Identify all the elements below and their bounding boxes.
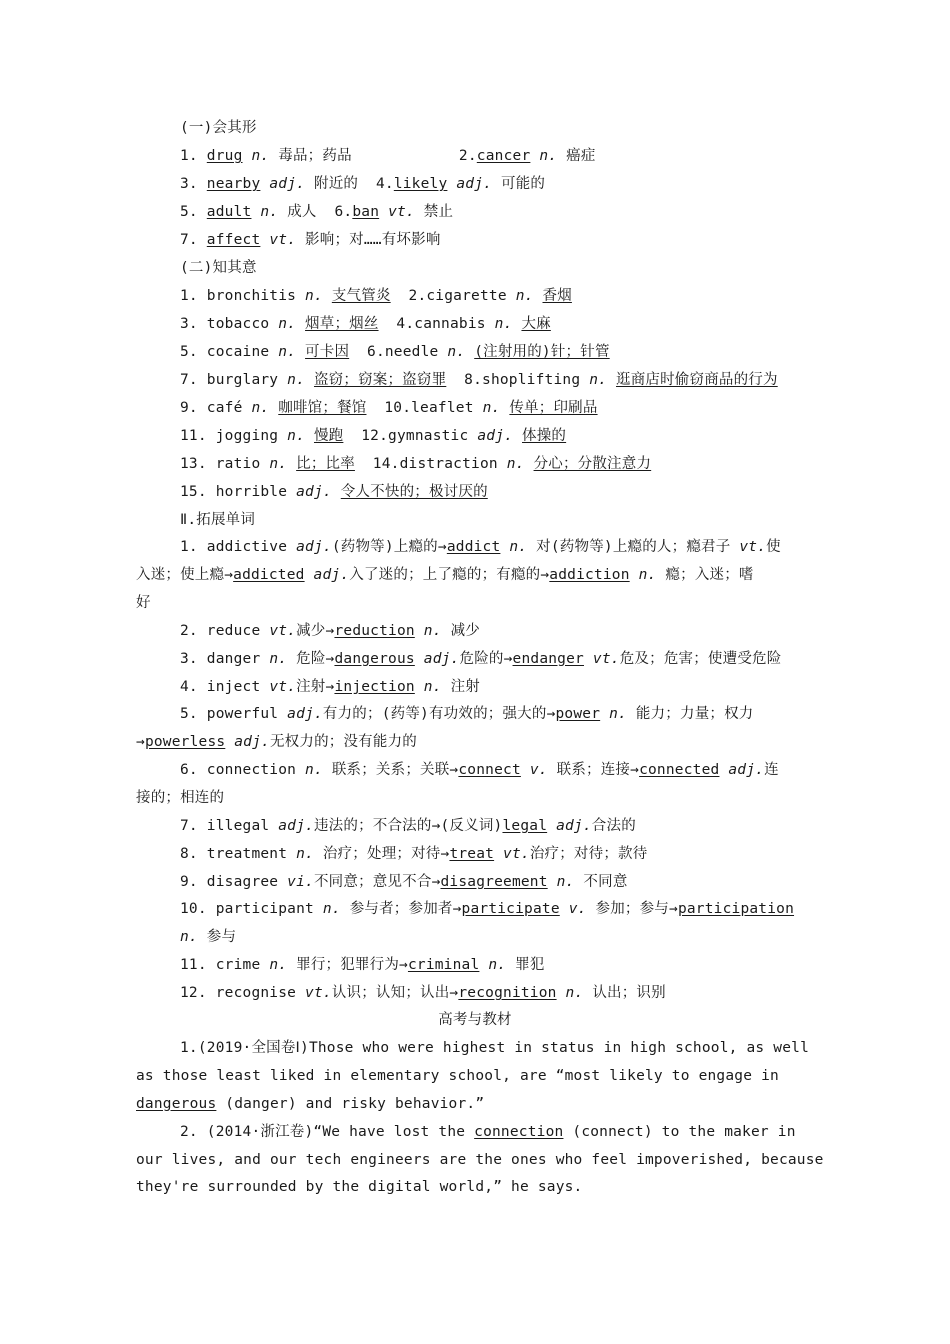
answer-blank: criminal (407, 957, 480, 973)
part-of-speech: n. (589, 372, 608, 388)
part-of-speech: n. (447, 344, 466, 360)
text-segment: 参加；参与→ (586, 901, 678, 917)
answer-blank: 体操的 (522, 428, 567, 444)
text-segment: 能力；力量；权力 (626, 706, 754, 722)
text-segment: 联系；关系；关联→ (322, 762, 459, 778)
text-segment: 治疗；对待；款待 (529, 846, 648, 862)
answer-blank: recognition (458, 985, 557, 1001)
text-segment: 罪行；犯罪行为→ (287, 957, 408, 973)
answer-blank: 咖啡馆；餐馆 (278, 400, 367, 416)
answer-blank: ban (352, 204, 380, 220)
part-of-speech: n. (482, 400, 501, 416)
answer-blank: 令人不快的；极讨厌的 (340, 484, 488, 500)
text-line (136, 1066, 779, 1086)
text-segment: 1. bronchitis (180, 288, 306, 304)
text-segment: 7. burglary (180, 372, 288, 388)
text-segment: 注射 (441, 679, 480, 695)
answer-blank: likely (393, 176, 448, 192)
text-segment (513, 428, 522, 444)
text-segment: 3. danger (180, 651, 270, 667)
answer-blank: drug (206, 148, 243, 164)
part-of-speech: n. (322, 901, 341, 917)
text-segment (296, 344, 305, 360)
text-segment (521, 762, 530, 778)
text-line (180, 258, 257, 278)
part-of-speech: n. (251, 400, 270, 416)
text-segment: 8. treatment (180, 846, 297, 862)
text-segment: 危险→ (287, 651, 335, 667)
text-segment (600, 706, 609, 722)
text-segment: 不同意 (574, 874, 628, 890)
text-line (0, 1010, 950, 1030)
text-segment: 癌症 (557, 148, 596, 164)
answer-blank: injection (334, 679, 415, 695)
text-segment: 12.gymnastic (343, 428, 478, 444)
part-of-speech: n. (638, 567, 657, 583)
answer-blank: connect (458, 762, 521, 778)
text-segment: 影响；对……有坏影响 (296, 232, 441, 248)
part-of-speech: adj. (313, 567, 350, 583)
text-segment: (药物等)上瘾的→ (331, 539, 447, 555)
part-of-speech: n. (180, 929, 198, 945)
text-segment (323, 288, 332, 304)
text-line (136, 593, 151, 613)
answer-blank: 慢跑 (313, 428, 344, 444)
text-line (180, 899, 794, 919)
text-segment: 2. (2014·浙江卷)“We have lost the (180, 1124, 475, 1140)
part-of-speech: adj. (296, 539, 332, 555)
text-segment (287, 456, 296, 472)
part-of-speech: adj. (278, 818, 314, 834)
text-segment: 3. (180, 176, 207, 192)
text-segment: → (136, 734, 145, 750)
part-of-speech: n. (506, 456, 525, 472)
text-line (180, 872, 628, 892)
part-of-speech: v. (568, 901, 587, 917)
text-segment: 12. recognise (180, 985, 306, 1001)
answer-blank: 逛商店时偷窃商品的行为 (616, 372, 778, 388)
answer-blank: connection (474, 1124, 564, 1140)
answer-blank: 支气管炎 (331, 288, 391, 304)
answer-blank: 分心；分散注意力 (533, 456, 652, 472)
text-segment (415, 679, 424, 695)
part-of-speech: adj. (423, 651, 460, 667)
part-of-speech: n. (565, 985, 584, 1001)
part-of-speech: adj. (287, 706, 323, 722)
text-segment: 禁止 (414, 204, 454, 220)
text-line (180, 118, 257, 138)
text-segment (305, 567, 314, 583)
text-segment (415, 623, 424, 639)
text-segment: (二)知其意 (180, 260, 257, 276)
text-segment: 毒品；药品 2. (269, 148, 477, 164)
text-segment: 治疗；处理；对待→ (313, 846, 450, 862)
text-segment (630, 567, 639, 583)
part-of-speech: n. (305, 288, 323, 304)
text-segment: 4.cannabis (378, 316, 495, 332)
text-segment: they're surrounded by the digital world,” he says. (136, 1179, 583, 1195)
text-line (180, 844, 647, 864)
text-segment: 11. jogging (180, 428, 288, 444)
text-segment: 高考与教材 (438, 1012, 512, 1028)
text-segment: 入迷；使上瘾→ (136, 567, 234, 583)
text-segment: 危险的→ (459, 651, 513, 667)
text-segment: 罪犯 (506, 957, 545, 973)
text-line (180, 704, 754, 724)
text-segment: 认出；识别 (583, 985, 666, 1001)
answer-blank: powerless (144, 734, 226, 750)
part-of-speech: n. (488, 957, 507, 973)
answer-blank: addiction (549, 567, 630, 583)
part-of-speech: vt. (305, 985, 332, 1001)
text-segment: 1.(2019·全国卷Ⅰ)Those who were highest in status in high school, as well (180, 1040, 810, 1056)
text-line (180, 677, 480, 697)
part-of-speech: adj. (296, 484, 332, 500)
answer-blank: dangerous (334, 651, 415, 667)
text-line (136, 788, 224, 808)
part-of-speech: vt. (592, 651, 620, 667)
text-segment (560, 901, 569, 917)
text-segment: 联系；连接→ (547, 762, 640, 778)
text-segment: 3. tobacco (180, 316, 279, 332)
text-segment (557, 985, 566, 1001)
text-segment: 好 (136, 595, 151, 611)
text-segment: 注射→ (296, 679, 335, 695)
text-segment: 瘾；入迷；嗜 (656, 567, 754, 583)
text-segment (305, 372, 314, 388)
text-segment: our lives, and our tech engineers are the ones who feel impoverished, because (136, 1152, 824, 1168)
text-line (180, 537, 781, 557)
answer-blank: (注射用的)针；针管 (474, 344, 610, 360)
text-segment: 10. participant (180, 901, 323, 917)
text-segment: as those least liked in elementary school, are “most likely to engage in (136, 1068, 779, 1084)
text-segment: Ⅱ.拓展单词 (180, 512, 256, 528)
answer-blank: 盗窃；窃案；盗窃罪 (313, 372, 447, 388)
text-line (136, 565, 754, 585)
text-segment: 1. addictive (180, 539, 297, 555)
part-of-speech: n. (305, 762, 323, 778)
part-of-speech: n. (609, 706, 627, 722)
text-segment: 14.distraction (354, 456, 507, 472)
answer-blank: 比；比率 (296, 456, 355, 472)
text-segment: 接的；相连的 (136, 790, 225, 806)
text-segment (305, 428, 314, 444)
text-segment: 5. (180, 204, 207, 220)
answer-blank: adult (206, 204, 252, 220)
text-segment: 6.needle (349, 344, 448, 360)
text-segment (530, 148, 539, 164)
text-segment (584, 651, 593, 667)
text-segment: 7. (180, 232, 207, 248)
text-line (180, 202, 453, 222)
text-segment: 9. disagree (180, 874, 288, 890)
text-segment: 入了迷的；上了瘾的；有瘾的→ (349, 567, 550, 583)
text-segment: 认识；认知；认出→ (331, 985, 459, 1001)
part-of-speech: n. (287, 428, 306, 444)
text-segment: 9. café (180, 400, 252, 416)
text-segment (607, 372, 616, 388)
text-line (180, 760, 779, 780)
text-segment: 合法的 (591, 818, 636, 834)
answer-blank: 烟草；烟丝 (305, 316, 379, 332)
text-segment (260, 232, 269, 248)
part-of-speech: n. (515, 288, 534, 304)
text-segment (379, 204, 388, 220)
answer-blank: treat (449, 846, 495, 862)
part-of-speech: n. (296, 846, 314, 862)
part-of-speech: vt. (269, 679, 297, 695)
text-line (180, 621, 480, 641)
part-of-speech: vi. (287, 874, 314, 890)
text-line (180, 1038, 809, 1058)
answer-blank: affect (206, 232, 261, 248)
text-line (180, 927, 236, 947)
part-of-speech: n. (278, 344, 297, 360)
answer-blank: dangerous (136, 1096, 217, 1112)
text-segment: 1. (180, 148, 207, 164)
text-line (180, 370, 778, 390)
part-of-speech: vt. (739, 539, 767, 555)
text-line (180, 342, 610, 362)
text-segment: 2. reduce (180, 623, 270, 639)
text-segment (494, 846, 503, 862)
answer-blank: 可卡因 (305, 344, 350, 360)
part-of-speech: n. (494, 316, 513, 332)
text-segment (225, 734, 234, 750)
text-segment: 危及；危害；使遭受危险 (619, 651, 782, 667)
text-segment (479, 957, 488, 973)
text-line (180, 398, 598, 418)
part-of-speech: vt. (388, 204, 415, 220)
text-line (180, 146, 596, 166)
text-segment (296, 316, 305, 332)
text-segment: 参与者；参加者→ (340, 901, 462, 917)
text-segment: 不同意；意见不合→ (313, 874, 441, 890)
text-line (180, 1122, 796, 1142)
part-of-speech: n. (556, 874, 575, 890)
text-segment (447, 176, 456, 192)
text-segment: (connect) to the maker in (563, 1124, 796, 1140)
text-segment: 使 (766, 539, 781, 555)
text-segment: 5. cocaine (180, 344, 279, 360)
answer-blank: endanger (512, 651, 584, 667)
text-segment (269, 400, 278, 416)
text-segment (465, 344, 474, 360)
text-segment: 13. ratio (180, 456, 270, 472)
text-line (180, 482, 488, 502)
text-segment: 参与 (197, 929, 237, 945)
part-of-speech: adj. (477, 428, 514, 444)
text-segment: 有力的；(药等)有功效的；强大的→ (322, 706, 556, 722)
text-segment (260, 176, 269, 192)
text-segment: 可能的 (492, 176, 546, 192)
text-segment: 减少 (441, 623, 480, 639)
text-line (180, 983, 666, 1003)
text-segment: (一)会其形 (180, 120, 257, 136)
part-of-speech: n. (260, 204, 279, 220)
text-segment: 成人 6. (278, 204, 353, 220)
text-segment: 无权力的；没有能力的 (269, 734, 417, 750)
text-segment: 附近的 4. (305, 176, 394, 192)
text-line (180, 426, 566, 446)
text-line (180, 955, 545, 975)
part-of-speech: v. (529, 762, 548, 778)
answer-blank: nearby (206, 176, 261, 192)
text-segment (525, 456, 534, 472)
answer-blank: 传单；印刷品 (509, 400, 598, 416)
text-segment (547, 818, 556, 834)
text-line (136, 732, 417, 752)
answer-blank: power (555, 706, 601, 722)
text-line (180, 816, 636, 836)
answer-blank: legal (502, 818, 548, 834)
text-segment: 违法的；不合法的→(反义词) (313, 818, 503, 834)
text-segment: 7. illegal (180, 818, 279, 834)
part-of-speech: n. (423, 623, 442, 639)
part-of-speech: n. (278, 316, 297, 332)
text-segment: 15. horrible (180, 484, 297, 500)
answer-blank: addicted (233, 567, 305, 583)
part-of-speech: n. (269, 651, 288, 667)
text-line (180, 314, 551, 334)
text-segment: 连 (764, 762, 779, 778)
text-line (180, 649, 781, 669)
text-segment: 减少→ (296, 623, 335, 639)
text-segment: 6. connection (180, 762, 306, 778)
text-segment: (danger) and risky behavior.” (216, 1096, 485, 1112)
text-segment (415, 651, 424, 667)
text-segment: 8.shoplifting (446, 372, 590, 388)
part-of-speech: adj. (269, 176, 306, 192)
text-line (180, 454, 651, 474)
text-segment: 10.leaflet (366, 400, 483, 416)
text-segment: 对(药物等)上瘾的人；瘾君子 (527, 539, 740, 555)
answer-blank: addict (446, 539, 501, 555)
answer-blank: 大麻 (521, 316, 551, 332)
text-segment (548, 874, 557, 890)
text-line (180, 510, 255, 530)
part-of-speech: n. (251, 148, 270, 164)
part-of-speech: n. (423, 679, 442, 695)
text-line (180, 286, 572, 306)
text-segment: 11. crime (180, 957, 270, 973)
answer-blank: participate (461, 901, 560, 917)
part-of-speech: adj. (556, 818, 592, 834)
answer-blank: cancer (476, 148, 531, 164)
part-of-speech: n. (509, 539, 528, 555)
part-of-speech: n. (539, 148, 558, 164)
part-of-speech: n. (269, 957, 288, 973)
answer-blank: reduction (334, 623, 415, 639)
part-of-speech: n. (269, 456, 288, 472)
text-segment (332, 484, 341, 500)
text-segment (534, 288, 543, 304)
text-line (180, 174, 545, 194)
text-line (136, 1094, 484, 1114)
text-segment: 4. inject (180, 679, 270, 695)
part-of-speech: adj. (456, 176, 493, 192)
answer-blank: participation (677, 901, 795, 917)
text-segment: 2.cigarette (390, 288, 516, 304)
answer-blank: disagreement (440, 874, 548, 890)
text-line (136, 1150, 824, 1170)
answer-blank: connected (639, 762, 720, 778)
part-of-speech: adj. (728, 762, 765, 778)
part-of-speech: vt. (269, 623, 297, 639)
part-of-speech: vt. (269, 232, 297, 248)
text-line (180, 230, 441, 250)
text-segment: 5. powerful (180, 706, 288, 722)
text-line (136, 1177, 583, 1197)
part-of-speech: vt. (503, 846, 530, 862)
answer-blank: 香烟 (542, 288, 572, 304)
part-of-speech: adj. (234, 734, 270, 750)
part-of-speech: n. (287, 372, 306, 388)
